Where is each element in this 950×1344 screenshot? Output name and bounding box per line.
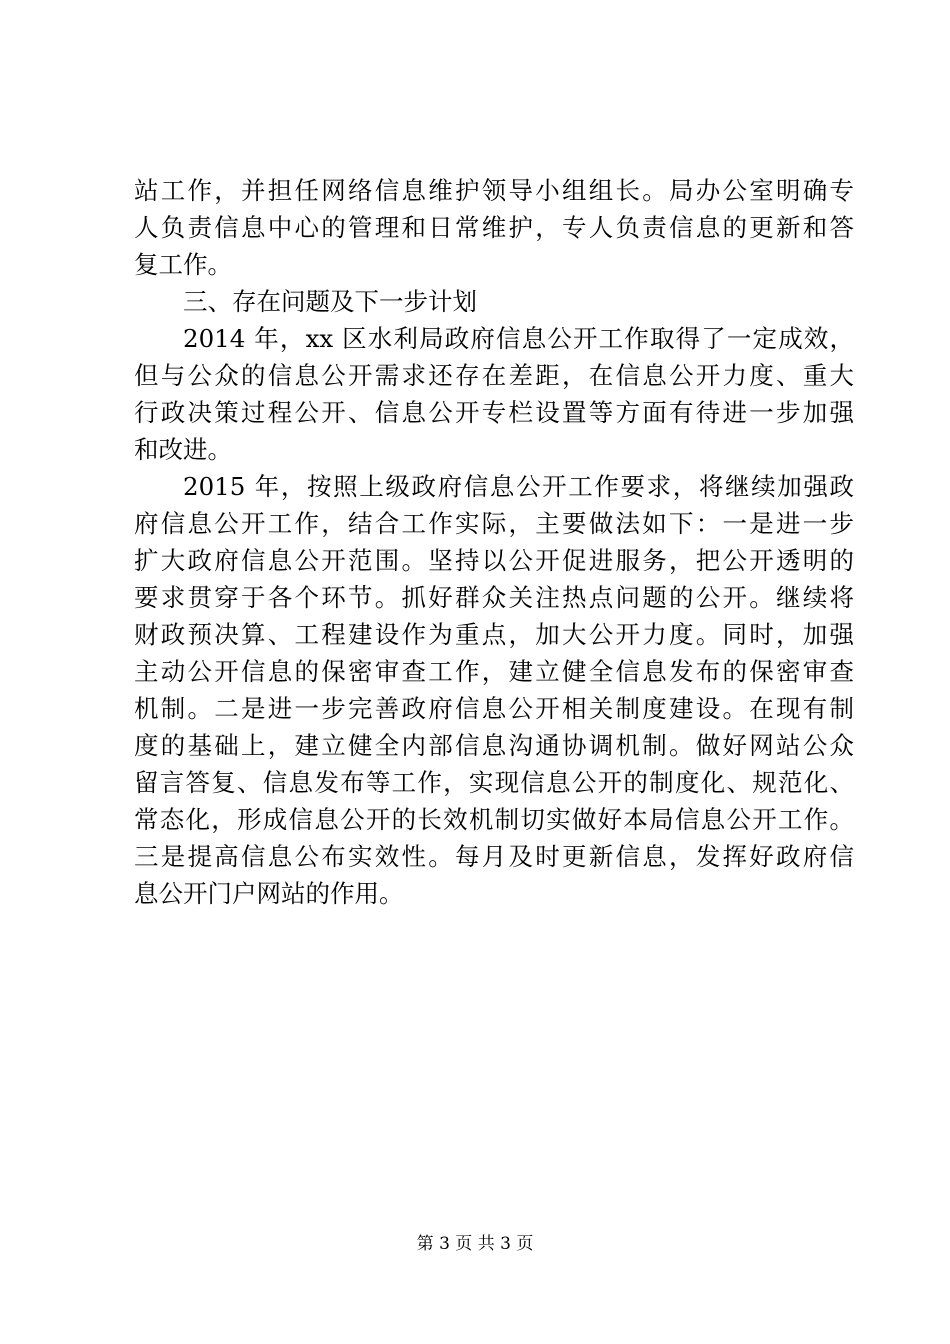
- text-line: 息公开门户网站的作用。: [134, 879, 404, 908]
- text-line: 机制。二是进一步完善政府信息公开相关制度建设。在现有制: [134, 694, 854, 723]
- text-line: 扩大政府信息公开范围。坚持以公开促进服务，把公开透明的: [134, 546, 854, 575]
- text-line: 要求贯穿于各个环节。抓好群众关注热点问题的公开。继续将: [134, 583, 854, 612]
- text-line: 三是提高信息公布实效性。每月及时更新信息，发挥好政府信: [134, 842, 854, 871]
- text-line: 2014 年，xx 区水利局政府信息公开工作取得了一定成效，: [183, 324, 854, 353]
- text-line: 度的基础上，建立健全内部信息沟通协调机制。做好网站公众: [134, 731, 854, 760]
- text-line: 行政决策过程公开、信息公开专栏设置等方面有待进一步加强: [134, 398, 854, 427]
- body-text: [134, 172, 854, 912]
- text-line: 2015 年，按照上级政府信息公开工作要求，将继续加强政: [183, 472, 854, 501]
- text-line: 常态化，形成信息公开的长效机制切实做好本局信息公开工作。: [134, 805, 854, 834]
- text-line: 主动公开信息的保密审查工作，建立健全信息发布的保密审查: [134, 657, 854, 686]
- text-line: 人负责信息中心的管理和日常维护，专人负责信息的更新和答: [134, 213, 854, 242]
- text-line: 和改进。: [134, 435, 232, 464]
- text-line: 府信息公开工作，结合工作实际，主要做法如下：一是进一步: [134, 509, 854, 538]
- text-line: 留言答复、信息发布等工作，实现信息公开的制度化、规范化、: [134, 768, 854, 797]
- page-number-footer: 第 3 页 共 3 页: [416, 1234, 534, 1254]
- text-line: 但与公众的信息公开需求还存在差距，在信息公开力度、重大: [134, 361, 854, 390]
- text-line: 复工作。: [134, 250, 232, 279]
- text-line: 站工作，并担任网络信息维护领导小组组长。局办公室明确专: [134, 176, 854, 205]
- section-heading: 三、存在问题及下一步计划: [183, 287, 477, 316]
- text-line: 财政预决算、工程建设作为重点，加大公开力度。同时，加强: [134, 620, 854, 649]
